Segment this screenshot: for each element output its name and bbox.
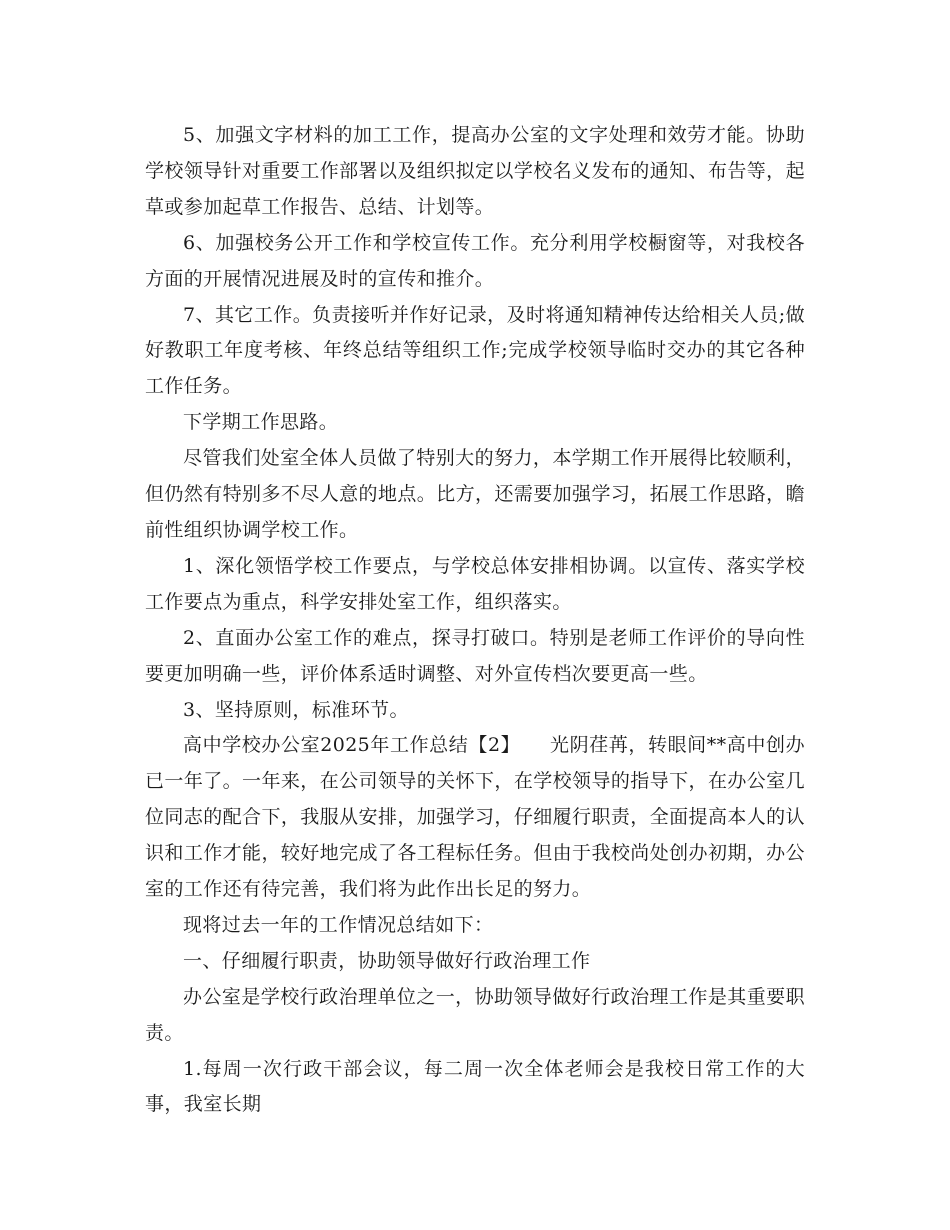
plan-item-1: 1、深化领悟学校工作要点，与学校总体安排相协调。以宣传、落实学校工作要点为重点，科学安排处室工作，组织落实。 — [145, 554, 805, 613]
plan-item-3: 3、坚持原则，标准环节。 — [183, 698, 409, 721]
paragraph-item-6: 6、加强校务公开工作和学校宣传工作。充分利用学校橱窗等，对我校各方面的开展情况进展及时的宣传和推介。 — [145, 231, 805, 290]
section-heading-one: 一、仔细履行职责，协助领导做好行政治理工作 — [183, 949, 591, 972]
paragraph-item-7: 7、其它工作。负责接听并作好记录，及时将通知精神传达给相关人员;做好教职工年度考核、年终总结等组织工作;完成学校领导临时交办的其它各种工作任务。 — [145, 303, 805, 398]
document-body — [145, 118, 805, 1123]
paragraph-item-1-meetings: 1.每周一次行政干部会议，每二周一次全体老师会是我校日常工作的大事，我室长期 — [145, 1057, 805, 1116]
section-heading-next-semester: 下学期工作思路。 — [183, 411, 339, 434]
summary-lead-in: 现将过去一年的工作情况总结如下： — [183, 913, 494, 936]
paragraph-reflection: 尽管我们处室全体人员做了特别大的努力，本学期工作开展得比较顺利，但仍然有特别多不尽人意的地点。比方，还需要加强学习，拓展工作思路，瞻前性组织协调学校工作。 — [145, 447, 805, 541]
report-2-intro: 高中学校办公室2025年工作总结【2】 光阴荏苒，转眼间**高中创办已一年了。一年来，在公司领导的关怀下，在学校领导的指导下，在办公室几位同志的配合下，我服从安排，加强学习，仔细履行职责，全面提高本人的认识和工作才能，较好地完成了各工程标任务。但由于我校尚处创办初期，办公室的工作还有待完善，我们将为此作出长足的努力。 — [145, 734, 805, 901]
plan-item-2: 2、直面办公室工作的难点，探寻打破口。特别是老师工作评价的导向性要更加明确一些，评价体系适时调整、对外宣传档次要更高一些。 — [145, 626, 805, 685]
paragraph-item-5: 5、加强文字材料的加工工作，提高办公室的文字处理和效劳才能。协助学校领导针对重要工作部署以及组织拟定以学校名义发布的通知、布告等，起草或参加起草工作报告、总结、计划等。 — [145, 124, 805, 218]
paragraph-office-role: 办公室是学校行政治理单位之一，协助领导做好行政治理工作是其重要职责。 — [145, 985, 805, 1044]
